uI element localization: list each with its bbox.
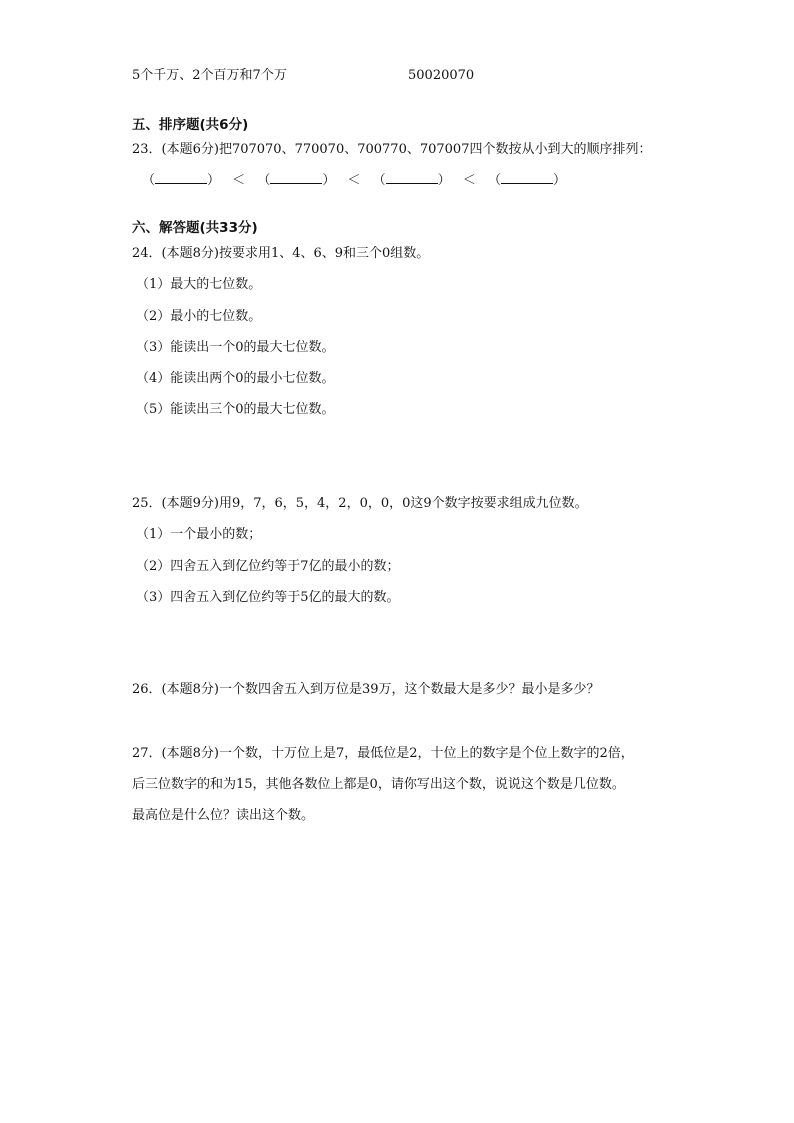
q27-line-1: 27．(本题8分)一个数，十万位上是7，最低位是2，十位上的数字是个位上数字的2倍， [132,746,634,761]
blank-3[interactable] [386,171,438,184]
less-than-sign: ＜ [347,173,361,188]
q25-item-1: （1）一个最小的数； [136,527,262,542]
close-paren: ） [553,173,567,188]
q24-item-3: （3）能读出一个0的最大七位数。 [136,340,335,355]
less-than-sign: ＜ [462,173,476,188]
open-paren: （ [257,173,271,188]
close-paren: ） [437,173,451,188]
less-than-sign: ＜ [232,173,246,188]
q22-left-text: 5个千万、2个百万和7个万 [132,68,287,83]
q25-text: 25．(本题9分)用9，7，6，5，4，2，0，0，0这9个数字按要求组成九位数。 [132,496,588,511]
q27-line-2: 后三位数字的和为15，其他各数位上都是0，请你写出这个数，说说这个数是几位数。 [132,777,625,792]
close-paren: ） [322,173,336,188]
q24-item-1: （1）最大的七位数。 [136,277,262,292]
blank-1[interactable] [155,171,207,184]
q26-text: 26．(本题8分)一个数四舍五入到万位是39万，这个数最大是多少？最小是多少？ [132,682,600,697]
close-paren: ） [207,173,221,188]
q24-item-2: （2）最小的七位数。 [136,309,262,324]
open-paren: （ [142,173,156,188]
q22-right-text: 50020070 [408,68,475,83]
blank-4[interactable] [501,171,553,184]
open-paren: （ [372,173,386,188]
ordering-blanks-row [142,171,566,190]
section5-heading: 五、排序题(共6分) [132,117,249,133]
blank-2[interactable] [270,171,322,184]
open-paren: （ [487,173,501,188]
q24-text: 24．(本题8分)按要求用1、4、6、9和三个0组数。 [132,246,430,261]
q24-item-5: （5）能读出三个0的最大七位数。 [136,402,335,417]
q23-text: 23．(本题6分)把707070、770070、700770、707007四个数按从小到大的顺序排列： [132,142,652,157]
q27-line-3: 最高位是什么位？读出这个数。 [132,808,315,823]
q25-item-2: （2）四舍五入到亿位约等于7亿的最小的数； [136,559,400,574]
q24-item-4: （4）能读出两个0的最小七位数。 [136,371,335,386]
q25-item-3: （3）四舍五入到亿位约等于5亿的最大的数。 [136,590,400,605]
section6-heading: 六、解答题(共33分) [132,220,258,236]
